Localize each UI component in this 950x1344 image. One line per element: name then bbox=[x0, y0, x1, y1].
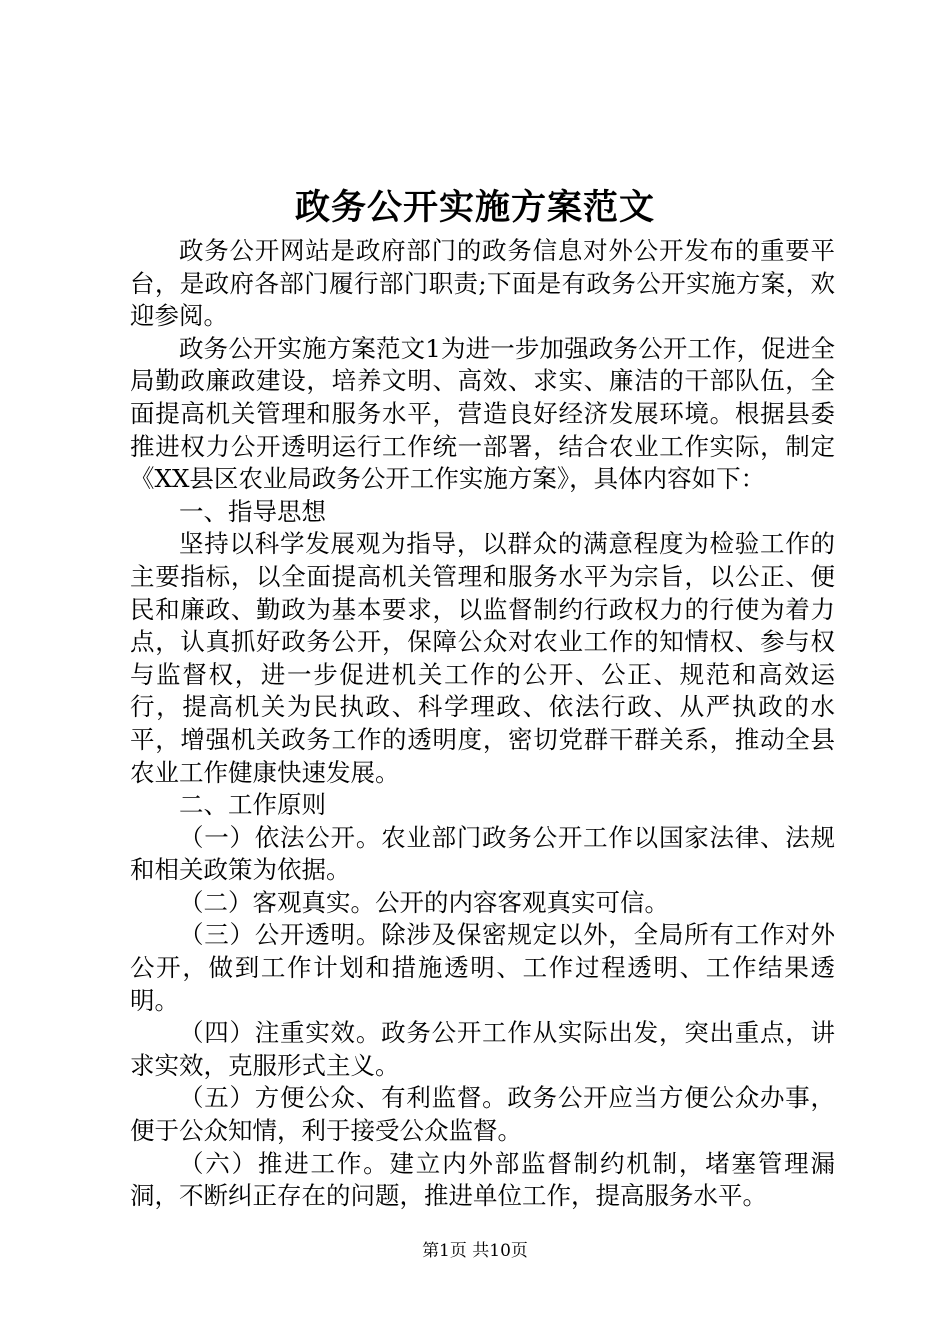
document-title: 政务公开实施方案范文 bbox=[294, 187, 655, 228]
intro-paragraph: 政务公开网站是政府部门的政务信息对外公开发布的重要平台，是政府各部门履行部门职责;下面是有政务公开实施方案，欢迎参阅。 bbox=[130, 236, 835, 331]
principle-item: （五）方便公众、有利监督。政务公开应当方便公众办事，便于公众知情，利于接受公众监督。 bbox=[130, 1083, 835, 1146]
principle-item: （一）依法公开。农业部门政务公开工作以国家法律、法规和相关政策为依据。 bbox=[130, 822, 835, 885]
section-heading: 二、工作原则 bbox=[179, 790, 326, 820]
page-number: 第1页 共10页 bbox=[422, 1241, 528, 1261]
paragraph: 坚持以科学发展观为指导，以群众的满意程度为检验工作的主要指标，以全面提高机关管理和服务水平为宗旨，以公正、便民和廉政、勤政为基本要求，以监督制约行政权力的行使为着力点，认真抓好政务公开，保障公众对农业工作的知情权、参与权与监督权，进一步促进机关工作的公开、公正、规范和高效运行，提高机关为民执政、科学理政、依法行政、从严执政的水平，增强机关政务工作的透明度，密切党群干群关系，推动全县农业工作健康快速发展。 bbox=[130, 529, 835, 787]
document-body bbox=[130, 235, 835, 1213]
principle-item: （六）推进工作。建立内外部监督制约机制，堵塞管理漏洞，不断纠正存在的问题，推进单位工作，提高服务水平。 bbox=[130, 1148, 835, 1211]
section-heading: 一、指导思想 bbox=[179, 496, 326, 526]
principle-item: （二）客观真实。公开的内容客观真实可信。 bbox=[179, 887, 669, 917]
paragraph: 政务公开实施方案范文1为进一步加强政务公开工作，促进全局勤政廉政建设，培养文明、高效、求实、廉洁的干部队伍，全面提高机关管理和服务水平，营造良好经济发展环境。根据县委推进权力公开透明运行工作统一部署，结合农业工作实际，制定《XX县区农业局政务公开工作实施方案》，具体内容如下： bbox=[130, 333, 835, 494]
principle-item: （三）公开透明。除涉及保密规定以外，全局所有工作对外公开，做到工作计划和措施透明、工作过程透明、工作结果透明。 bbox=[130, 920, 835, 1015]
principle-item: （四）注重实效。政务公开工作从实际出发，突出重点，讲求实效，克服形式主义。 bbox=[130, 1018, 835, 1080]
